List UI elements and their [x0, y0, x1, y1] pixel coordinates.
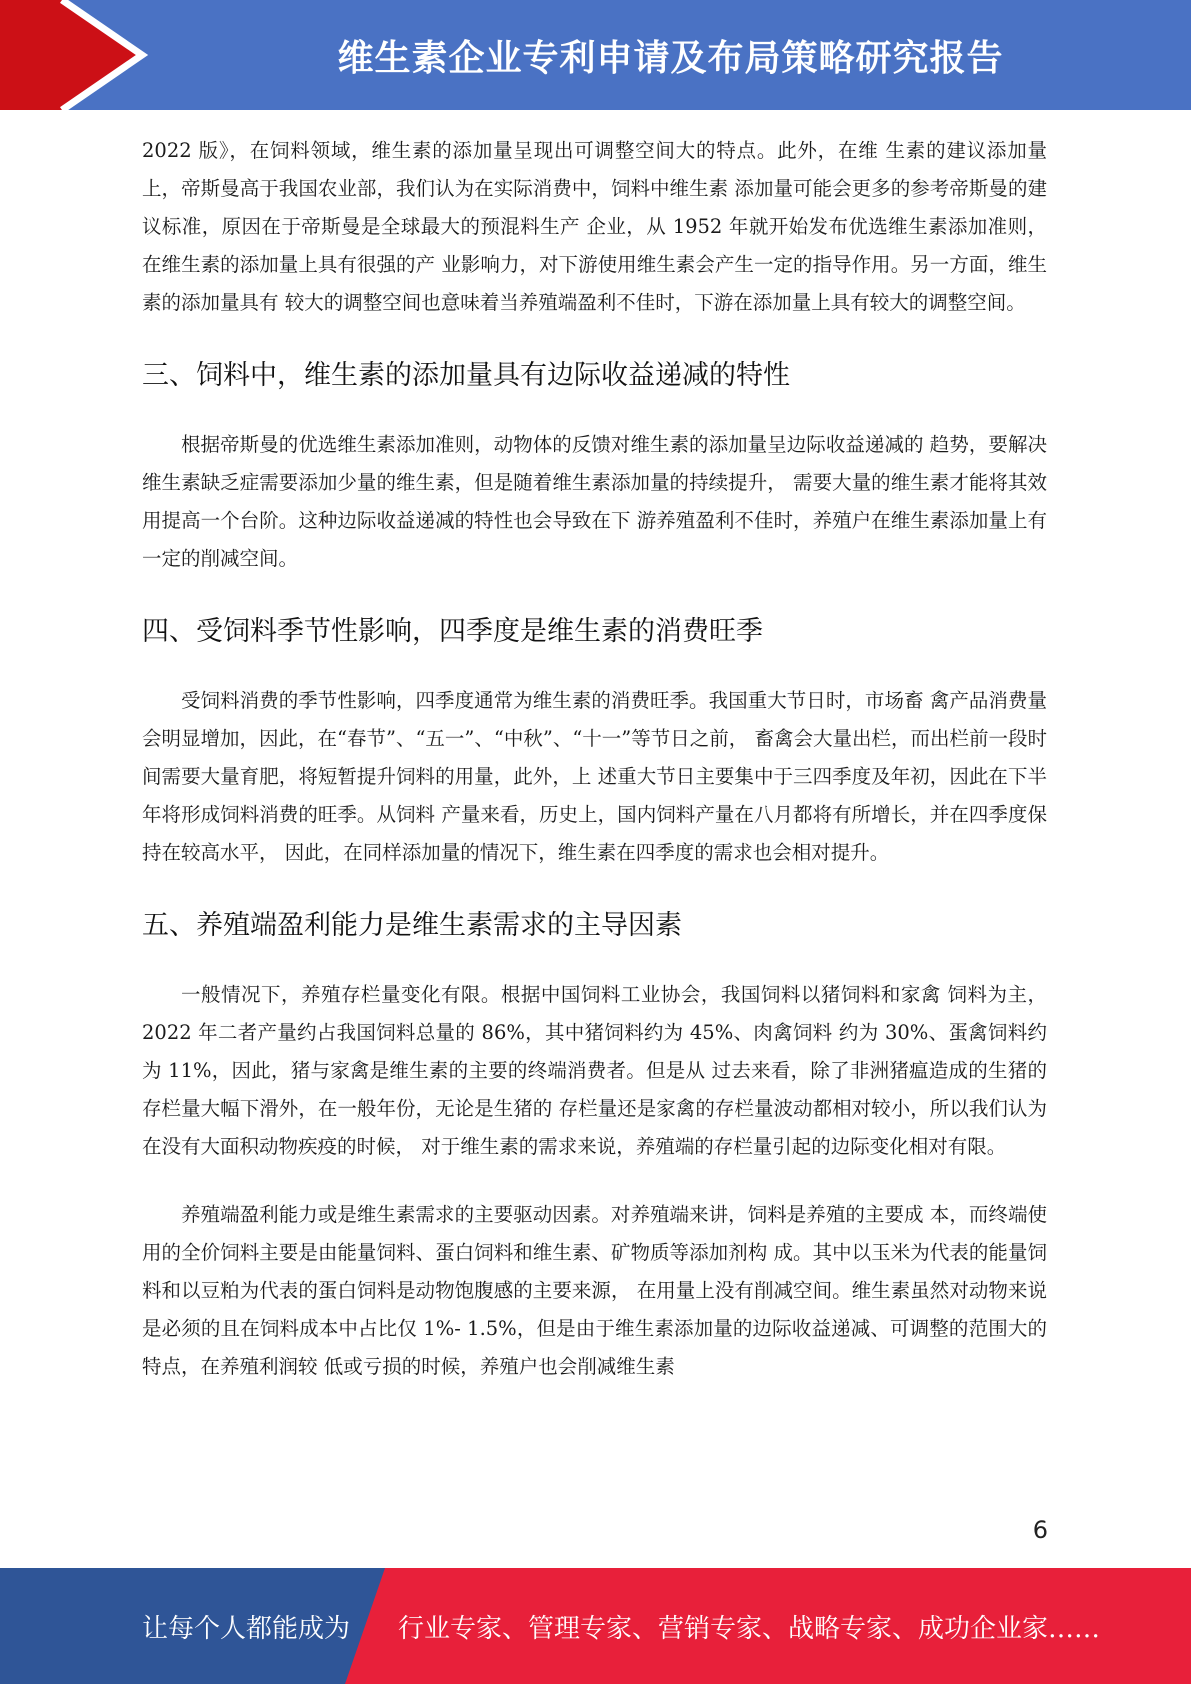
intro-paragraph: 2022 版》，在饲料领域，维生素的添加量呈现出可调整空间大的特点。此外，在维 生素的建议添加量上，帝斯曼高于我国农业部，我们认为在实际消费中，饲料中维生素 添加量可能会更多的参考帝斯曼的建议标准，原因在于帝斯曼是全球最大的预混料生产 企业，从 1952 年就开始发布优选维生素添加准则，在维生素的添加量上具有很强的产 业影响力，对下游使用维生素会产生一定的指导作用。另一方面，维生素的添加量具有 较大的调整空间也意味着当养殖端盈利不佳时，下游在添加量上具有较大的调整空间。: [142, 139, 1047, 314]
section-heading-4: 四、受饲料季节性影响，四季度是维生素的消费旺季: [142, 616, 763, 647]
footer-slogan-right: 行业专家、管理专家、营销专家、战略专家、成功企业家……: [398, 1613, 1101, 1644]
page-header: [0, 0, 1191, 110]
page-footer: [0, 1568, 1191, 1684]
footer-slogan-left: 让每个人都能成为: [142, 1613, 351, 1644]
section-5-paragraph-1: 一般情况下，养殖存栏量变化有限。根据中国饲料工业协会，我国饲料以猪饲料和家禽 饲料为主，2022 年二者产量约占我国饲料总量的 86%，其中猪饲料约为 45%、肉禽饲料 约为 30%、蛋禽饲料约为 11%，因此，猪与家禽是维生素的主要的终端消费者。但是从 过去来看，除了非洲猪瘟造成的生猪的存栏量大幅下滑外，在一般年份，无论是生猪的 存栏量还是家禽的存栏量波动都相对较小，所以我们认为在没有大面积动物疾疫的时候， 对于维生素的需求来说，养殖端的存栏量引起的边际变化相对有限。: [142, 983, 1047, 1158]
section-3-paragraph: 根据帝斯曼的优选维生素添加准则，动物体的反馈对维生素的添加量呈边际收益递减的 趋势，要解决维生素缺乏症需要添加少量的维生素，但是随着维生素添加量的持续提升， 需要大量的维生素才能将其效用提高一个台阶。这种边际收益递减的特性也会导致在下 游养殖盈利不佳时，养殖户在维生素添加量上有一定的削减空间。: [142, 433, 1047, 570]
header-arrow-decoration: [0, 0, 150, 110]
report-title: 维生素企业专利申请及布局策略研究报告: [337, 37, 1004, 79]
section-4-paragraph: 受饲料消费的季节性影响，四季度通常为维生素的消费旺季。我国重大节日时，市场畜 禽产品消费量会明显增加，因此，在“春节”、“五一”、“中秋”、“十一”等节日之前， 畜禽会大量出栏，而出栏前一段时间需要大量育肥，将短暂提升饲料的用量，此外，上 述重大节日主要集中于三四季度及年初，因此在下半年将形成饲料消费的旺季。从饲料 产量来看，历史上，国内饲料产量在八月都将有所增长，并在四季度保持在较高水平， 因此，在同样添加量的情况下，维生素在四季度的需求也会相对提升。: [142, 689, 1047, 864]
section-heading-5: 五、养殖端盈利能力是维生素需求的主导因素: [142, 910, 682, 941]
page-number: 6: [1032, 1516, 1048, 1544]
page-content: [142, 132, 1047, 1386]
section-heading-3: 三、饲料中，维生素的添加量具有边际收益递减的特性: [142, 360, 790, 391]
section-5-paragraph-2: 养殖端盈利能力或是维生素需求的主要驱动因素。对养殖端来讲，饲料是养殖的主要成 本，而终端使用的全价饲料主要是由能量饲料、蛋白饲料和维生素、矿物质等添加剂构 成。其中以玉米为代表的能量饲料和以豆粕为代表的蛋白饲料是动物饱腹感的主要来源， 在用量上没有削减空间。维生素虽然对动物来说是必须的且在饲料成本中占比仅 1%- 1.5%，但是由于维生素添加量的边际收益递减、可调整的范围大的特点，在养殖利润较 低或亏损的时候，养殖户也会削减维生素: [142, 1203, 1047, 1378]
